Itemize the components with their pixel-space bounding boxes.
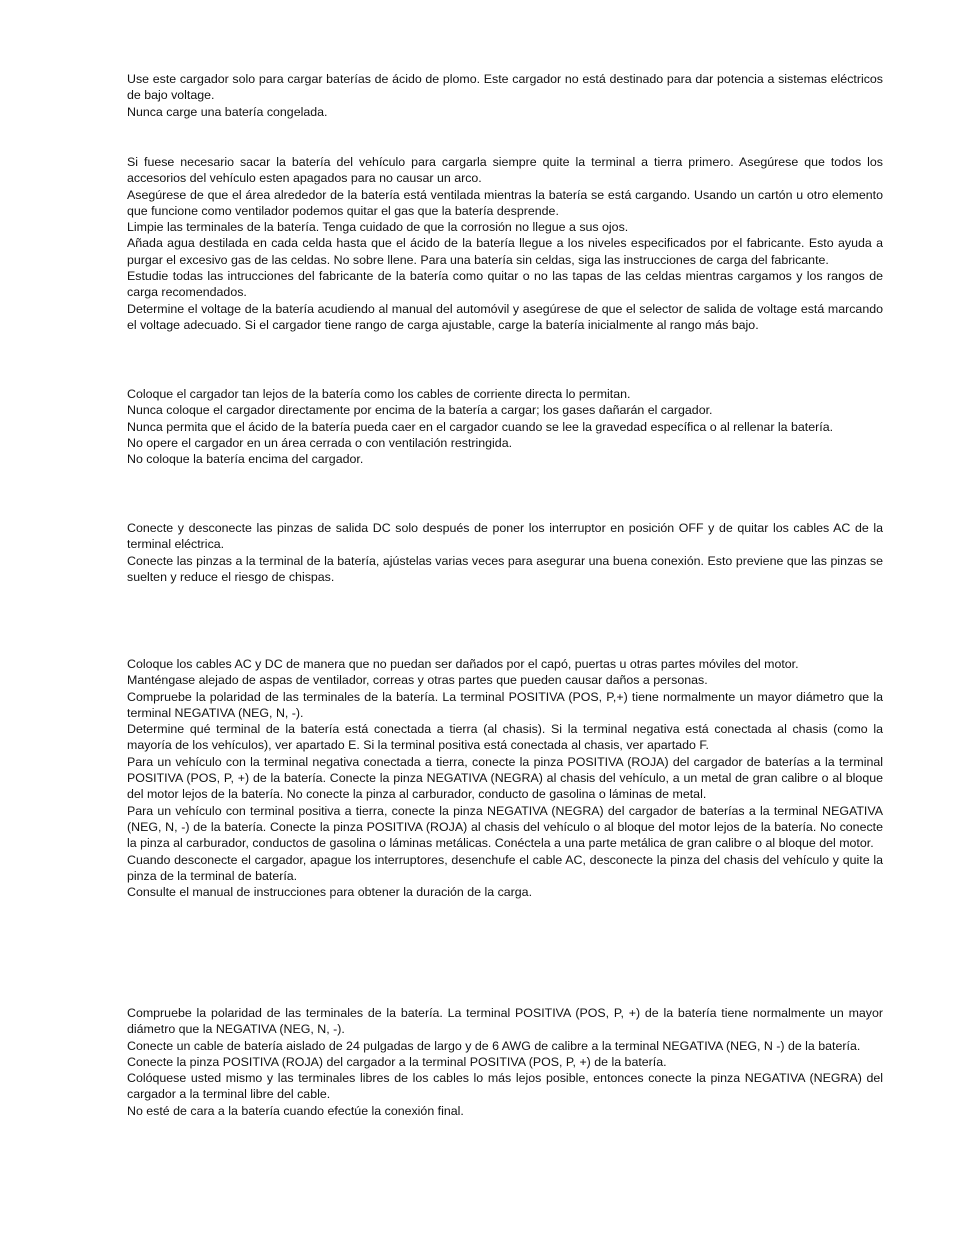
paragraph: Compruebe la polaridad de las terminales de la batería. La terminal POSITIVA (POS, P, +) de la batería tiene normalmente un mayor diámetro que la NEGATIVA (NEG, N, -). [127,1006,883,1037]
paragraph: Nunca carge una batería congelada. [127,104,328,119]
paragraph: Conecte la pinza POSITIVA (ROJA) del cargador a la terminal POSITIVA (POS, P, +) de la batería. [127,1054,667,1069]
section-battery-out-of-vehicle [127,1005,883,1119]
paragraph: Para un vehículo con terminal positiva a tierra, conecte la pinza NEGATIVA (NEGRA) del cargador de baterías a la terminal NEGATIVA (NEG, N, -) de la batería. Conecte la pinza POSITIVA (ROJA) al chasis del vehículo o al bloque del motor lejos de la batería. No conecte la pinza al carburador, conductos de gasolina o láminas metálicas. Conéctela a una parte metálica de gran calibre o al bloque del motor. [127,803,883,851]
paragraph: Nunca permita que el ácido de la batería pueda caer en el cargador cuando se lee la gravedad específica o al rellenar la batería. [127,419,834,434]
paragraph: Si fuese necesario sacar la batería del vehículo para cargarla siempre quite la terminal a tierra primero. Asegúrese que todos los accesorios del vehículo esten apagados para no causar un arco. [127,155,883,186]
paragraph: Para un vehículo con la terminal negativa conectada a tierra, conecte la pinza POSITIVA (ROJA) del cargador de baterías a la terminal POSITIVA (POS, P, +) de la batería. Conecte la pinza NEGATIVA (NEGRA) al chasis del vehículo, a un metal de gran calibre o al bloque del motor lejos de la batería. No conecte la pinza al carburador, conducto de gasolina o láminas de metal. [127,754,883,802]
section-battery-in-vehicle [127,656,883,900]
section-battery-preparation [127,154,883,333]
paragraph: Conecte y desconecte las pinzas de salida DC solo después de poner los interruptor en posición OFF y de quitar los cables AC de la terminal eléctrica. [127,521,883,552]
paragraph: Manténgase alejado de aspas de ventilador, correas y otras partes que pueden causar daños a personas. [127,673,708,688]
paragraph: Determine qué terminal de la batería está conectada a tierra (al chasis). Si la terminal negativa está conectada al chasis (como la mayoría de los vehículos), ver apartado E. Si la terminal positiva está conectada al chasis, ver apartado F. [127,722,883,753]
paragraph: Conecte las pinzas a la terminal de la batería, ajústelas varias veces para asegurar una buena conexión. Esto previene que las pinzas se suelten y reduce el riesgo de chispas. [127,553,883,584]
paragraph: No coloque la batería encima del cargador. [127,452,364,467]
paragraph: Asegúrese de que el área alrededor de la batería está ventilada mientras la batería se está cargando. Usando un cartón u otro elemento que funcione como ventilador podemos quitar el gas que la batería desprende. [127,187,883,218]
paragraph: No esté de cara a la batería cuando efectúe la conexión final. [127,1103,464,1118]
paragraph: Limpie las terminales de la batería. Tenga cuidado de que la corrosión no llegue a sus ojos. [127,220,629,235]
paragraph: Cuando desconecte el cargador, apague los interruptores, desenchufe el cable AC, desconecte la pinza del chasis del vehículo y quite la pinza de la terminal de batería. [127,852,883,883]
paragraph: Consulte el manual de instrucciones para obtener la duración de la carga. [127,885,533,900]
paragraph: Use este cargador solo para cargar baterías de ácido de plomo. Este cargador no está destinado para dar potencia a sistemas eléctricos de bajo voltage. [127,72,883,103]
paragraph: Coloque los cables AC y DC de manera que no puedan ser dañados por el capó, puertas u otras partes móviles del motor. [127,657,799,671]
paragraph: Colóquese usted mismo y las terminales libres de los cables lo más lejos posible, entonces conecte la pinza NEGATIVA (NEGRA) del cargador a la terminal libre del cable. [127,1071,883,1102]
paragraph: No opere el cargador en un área cerrada o con ventilación restringida. [127,435,513,450]
paragraph: Compruebe la polaridad de las terminales de la batería. La terminal POSITIVA (POS, P,+) tiene normalmente un mayor diámetro que la terminal NEGATIVA (NEG, N, -). [127,689,883,720]
paragraph: Añada agua destilada en cada celda hasta que el ácido de la batería llegue a los niveles especificados por el fabricante. Esto ayuda a purgar el excesivo gas de las celdas. No sobre llene. Para una batería sin celdas, siga las instrucciones de carga del fabricante. [127,236,883,267]
paragraph: Determine el voltage de la batería acudiendo al manual del automóvil y asegúrese de que el selector de salida de voltage está marcando el voltage adecuado. Si el cargador tiene rango de carga ajustable, carge la batería inicialmente al rango más bajo. [127,301,883,332]
paragraph: Conecte un cable de batería aislado de 24 pulgadas de largo y de 6 AWG de calibre a la terminal NEGATIVA (NEG, N -) de la batería. [127,1038,861,1053]
section-battery-type [127,71,883,120]
section-charger-location [127,386,883,467]
paragraph: Coloque el cargador tan lejos de la batería como los cables de corriente directa lo permitan. [127,387,631,401]
section-dc-connection [127,520,883,585]
paragraph: Nunca coloque el cargador directamente por encima de la batería a cargar; los gases dañarán el cargador. [127,403,713,418]
paragraph: Estudie todas las intrucciones del fabricante de la batería como quitar o no las tapas de las celdas mientras cargamos y los rangos de carga recomendados. [127,269,883,300]
